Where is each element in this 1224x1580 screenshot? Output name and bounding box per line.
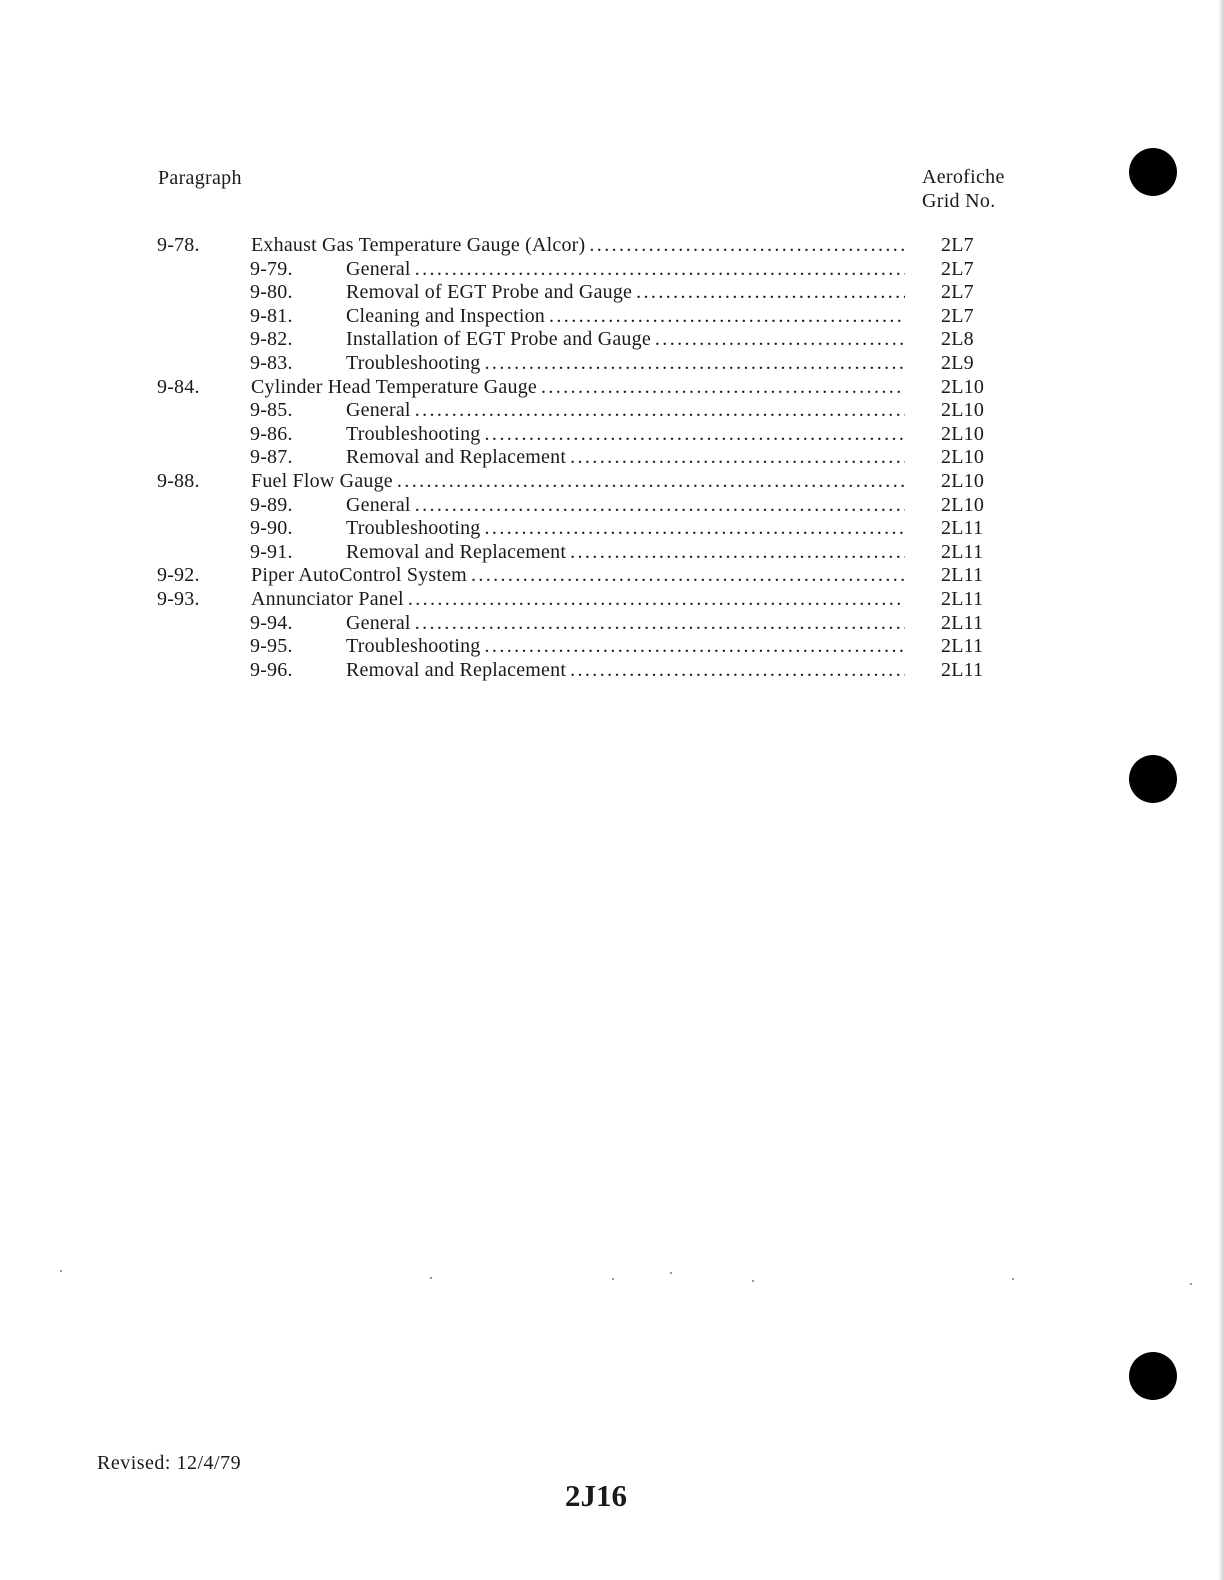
grid-number: 2L7 <box>941 234 974 256</box>
entry-title-leader <box>346 612 905 636</box>
entry-title-leader <box>346 281 905 305</box>
entry-title-leader <box>346 517 905 541</box>
entry-title: Cylinder Head Temperature Gauge <box>251 375 537 398</box>
entry-title-leader <box>346 494 905 518</box>
dot-leader <box>636 281 905 305</box>
binder-hole-bottom <box>1129 1352 1177 1400</box>
entry-title-leader <box>346 258 905 282</box>
paragraph-number: 9-85. <box>250 399 293 422</box>
paragraph-number: 9-80. <box>250 281 293 304</box>
scan-speck <box>430 1277 432 1279</box>
grid-header-line1: Aerofiche <box>922 166 1005 188</box>
toc-row <box>0 588 1224 612</box>
dot-leader <box>415 258 905 282</box>
entry-title-leader <box>251 470 905 494</box>
entry-title: Troubleshooting <box>346 635 481 658</box>
grid-number: 2L10 <box>941 493 985 516</box>
grid-number: 2L11 <box>941 564 984 587</box>
entry-title: Removal and Replacement <box>346 540 567 563</box>
entry-title: Fuel Flow Gauge <box>251 469 393 492</box>
grid-column-header <box>922 165 1005 213</box>
dot-leader <box>549 305 905 329</box>
toc-row <box>0 494 1224 518</box>
dot-leader <box>471 564 905 588</box>
toc-row <box>0 234 1224 258</box>
dot-leader <box>485 635 905 659</box>
toc-row <box>0 258 1224 282</box>
paragraph-number: 9-79. <box>250 257 293 280</box>
scan-speck <box>1012 1278 1014 1280</box>
paragraph-number: 9-92. <box>157 564 200 587</box>
entry-title-leader <box>251 588 905 612</box>
toc-row <box>0 305 1224 329</box>
entry-title-leader <box>251 376 905 400</box>
toc-row <box>0 541 1224 565</box>
grid-number: 2L10 <box>941 469 985 492</box>
toc-row <box>0 281 1224 305</box>
grid-number: 2L10 <box>941 375 985 398</box>
entry-title: Installation of EGT Probe and Gauge <box>346 328 651 351</box>
toc-row <box>0 659 1224 683</box>
grid-number: 2L10 <box>941 422 985 445</box>
scan-speck <box>1190 1283 1192 1285</box>
entry-title-leader <box>251 234 905 258</box>
grid-number: 2L11 <box>941 658 984 681</box>
revision-date: Revised: 12/4/79 <box>97 1452 242 1474</box>
dot-leader <box>415 399 905 423</box>
entry-title: Exhaust Gas Temperature Gauge (Alcor) <box>251 234 586 256</box>
toc-row <box>0 399 1224 423</box>
entry-title-leader <box>346 635 905 659</box>
grid-number: 2L10 <box>941 399 985 422</box>
paragraph-number: 9-84. <box>157 375 200 398</box>
paragraph-number: 9-81. <box>250 304 293 327</box>
paragraph-number: 9-86. <box>250 422 293 445</box>
table-of-contents <box>0 234 1224 682</box>
binder-hole-top <box>1129 148 1177 196</box>
entry-title: Cleaning and Inspection <box>346 304 545 327</box>
grid-number: 2L11 <box>941 540 984 563</box>
entry-title-leader <box>346 328 905 352</box>
dot-leader <box>485 423 905 447</box>
toc-row <box>0 376 1224 400</box>
dot-leader <box>485 517 905 541</box>
grid-number: 2L7 <box>941 257 974 280</box>
entry-title-leader <box>346 541 905 565</box>
dot-leader <box>570 446 905 470</box>
entry-title: General <box>346 611 411 634</box>
dot-leader <box>408 588 905 612</box>
dot-leader <box>570 659 905 683</box>
toc-row <box>0 612 1224 636</box>
paragraph-number: 9-83. <box>250 351 293 374</box>
entry-title: Troubleshooting <box>346 517 481 540</box>
entry-title: Troubleshooting <box>346 351 481 374</box>
dot-leader <box>415 612 905 636</box>
entry-title: Removal of EGT Probe and Gauge <box>346 281 633 304</box>
grid-number: 2L7 <box>941 304 974 327</box>
grid-number: 2L11 <box>941 587 984 610</box>
entry-title: General <box>346 257 411 280</box>
toc-row <box>0 352 1224 376</box>
grid-header-line2: Grid No. <box>922 190 996 212</box>
scan-speck <box>612 1278 614 1280</box>
paragraph-number: 9-82. <box>250 328 293 351</box>
dot-leader <box>655 328 905 352</box>
entry-title: Annunciator Panel <box>251 587 404 610</box>
entry-title-leader <box>346 659 905 683</box>
binder-hole-middle <box>1129 755 1177 803</box>
paragraph-number: 9-91. <box>250 540 293 563</box>
entry-title-leader <box>346 399 905 423</box>
paragraph-number: 9-88. <box>157 469 200 492</box>
toc-row <box>0 328 1224 352</box>
entry-title-leader <box>346 352 905 376</box>
toc-row <box>0 423 1224 447</box>
entry-title-leader <box>346 305 905 329</box>
paragraph-number: 9-90. <box>250 517 293 540</box>
paragraph-number: 9-87. <box>250 446 293 469</box>
grid-number: 2L7 <box>941 281 974 304</box>
paragraph-number: 9-96. <box>250 658 293 681</box>
dot-leader <box>485 352 905 376</box>
scan-speck <box>60 1270 62 1272</box>
paragraph-number: 9-95. <box>250 635 293 658</box>
entry-title: General <box>346 399 411 422</box>
entry-title-leader <box>346 423 905 447</box>
paragraph-column-header: Paragraph <box>158 167 242 189</box>
grid-number: 2L11 <box>941 635 984 658</box>
grid-number: 2L9 <box>941 351 974 374</box>
entry-title: Troubleshooting <box>346 422 481 445</box>
dot-leader <box>589 234 905 258</box>
paragraph-number: 9-93. <box>157 587 200 610</box>
scan-speck <box>670 1272 672 1274</box>
toc-row <box>0 446 1224 470</box>
toc-row <box>0 635 1224 659</box>
entry-title: Removal and Replacement <box>346 446 567 469</box>
scan-speck <box>752 1280 754 1282</box>
dot-leader <box>415 494 905 518</box>
paragraph-number: 9-94. <box>250 611 293 634</box>
entry-title-leader <box>346 446 905 470</box>
toc-row <box>0 517 1224 541</box>
toc-row <box>0 470 1224 494</box>
paragraph-number: 9-89. <box>250 493 293 516</box>
dot-leader <box>570 541 905 565</box>
grid-number: 2L11 <box>941 611 984 634</box>
grid-number: 2L8 <box>941 328 974 351</box>
entry-title: Piper AutoControl System <box>251 564 467 587</box>
paragraph-number: 9-78. <box>157 234 200 256</box>
grid-number: 2L10 <box>941 446 985 469</box>
entry-title: General <box>346 493 411 516</box>
dot-leader <box>541 376 905 400</box>
page-number: 2J16 <box>565 1478 627 1513</box>
toc-row <box>0 564 1224 588</box>
grid-number: 2L11 <box>941 517 984 540</box>
entry-title-leader <box>251 564 905 588</box>
entry-title: Removal and Replacement <box>346 658 567 681</box>
dot-leader <box>397 470 905 494</box>
